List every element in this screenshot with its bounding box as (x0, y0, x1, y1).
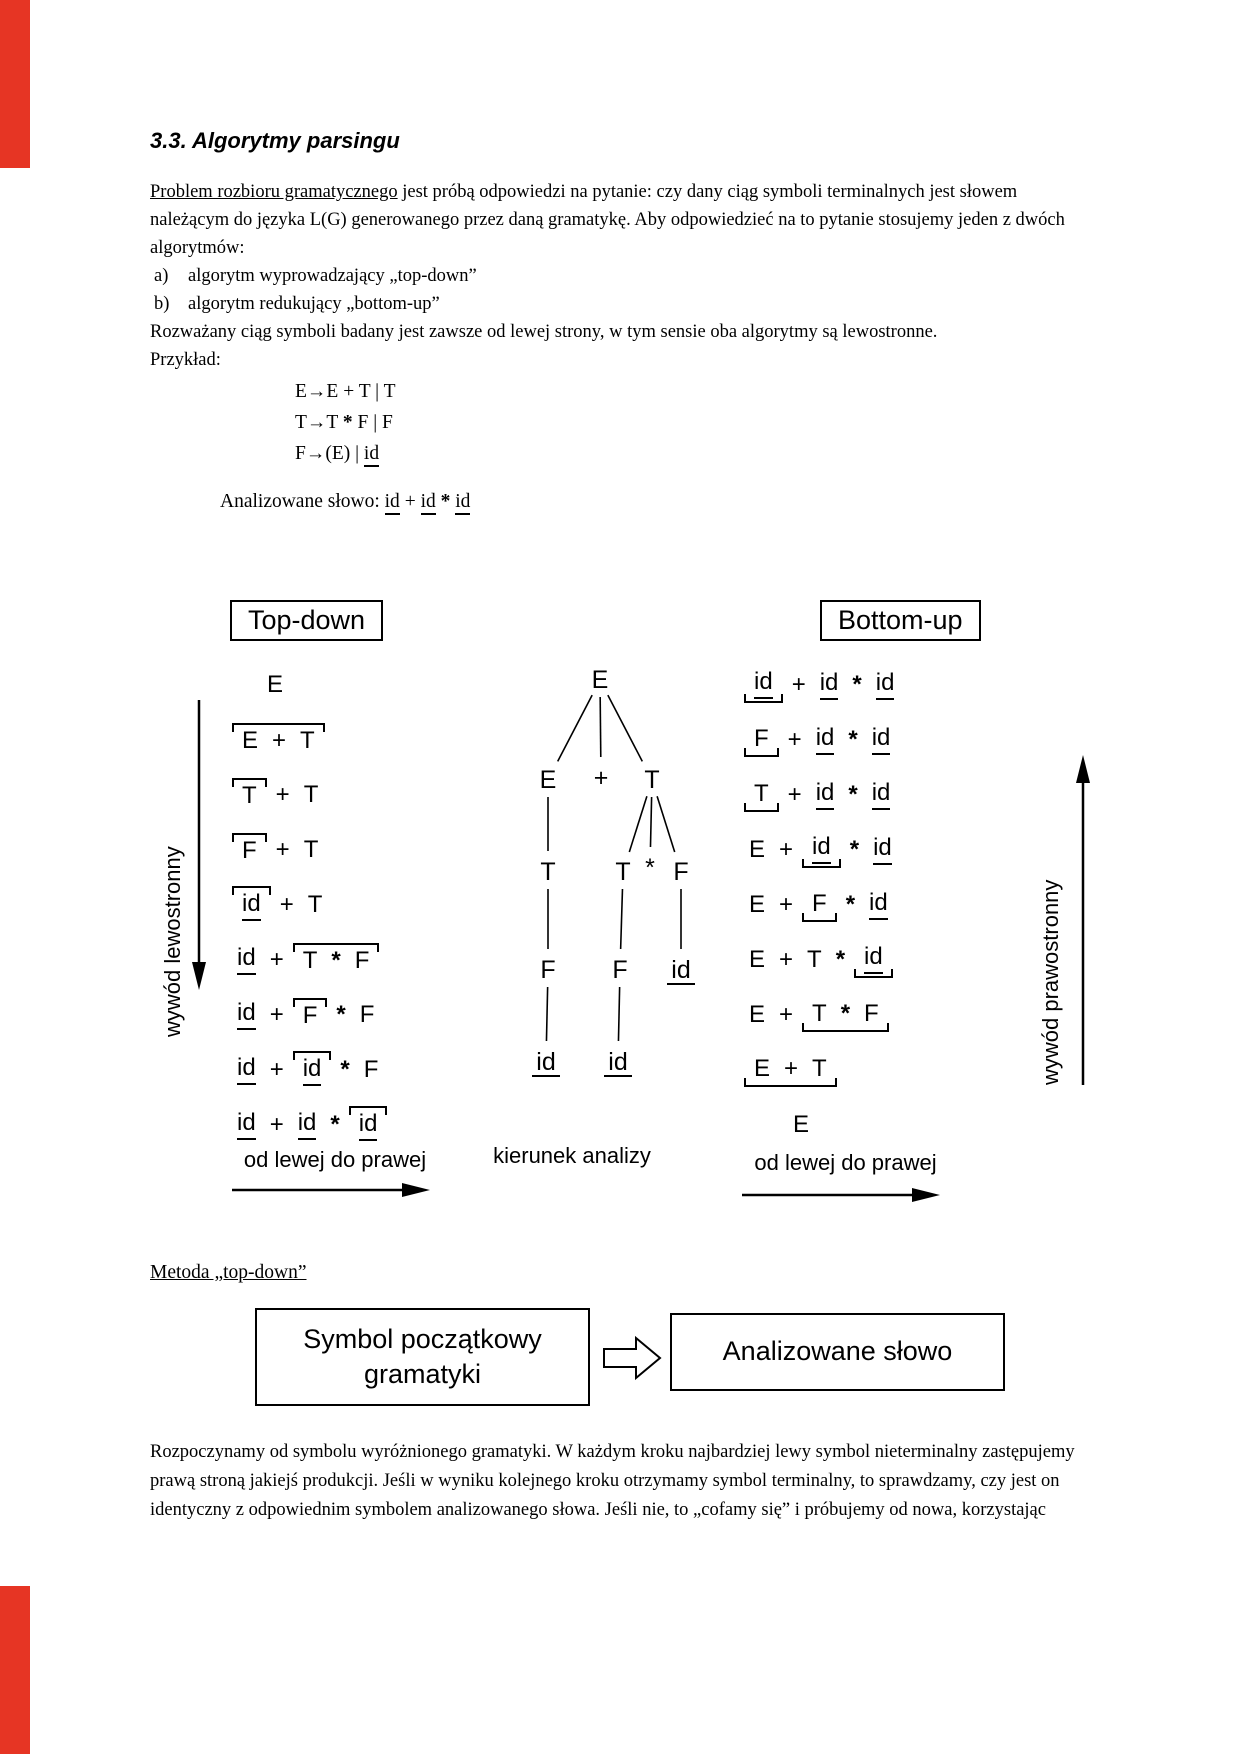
underlined-token: id (385, 491, 400, 515)
derivation-token: id (242, 890, 261, 921)
derivation-token: + (272, 726, 287, 754)
replacement-bracket (802, 888, 837, 922)
derivation-token: + (269, 1055, 284, 1083)
underlined-term: Problem rozbioru gramatycznego (150, 182, 398, 202)
grammar-production (295, 376, 1098, 407)
red-watermark-bottom-bar (0, 1586, 30, 1754)
derivation-step (742, 767, 901, 822)
derivation-token: * (331, 946, 341, 974)
derivation-token: T (300, 726, 315, 754)
derivation-token: id (303, 1055, 322, 1086)
derivation-token: + (791, 670, 806, 698)
derivation-token: + (275, 835, 290, 863)
grammar-production (295, 438, 1098, 469)
derivation-token: + (779, 835, 794, 863)
text-run: E→E + T | T (295, 381, 396, 402)
top-down-derivation (230, 657, 389, 1152)
derivation-token: id (869, 889, 888, 920)
derivation-token: id (873, 834, 892, 865)
derivation-step (742, 657, 901, 712)
derivation-token: id (298, 1109, 317, 1140)
replacement-bracket (744, 1053, 837, 1087)
list-item-b (150, 290, 1098, 318)
svg-text:id: id (671, 956, 691, 984)
list-marker-a: a) (154, 266, 169, 286)
text-content (150, 128, 1098, 513)
derivation-token: F (359, 1000, 375, 1028)
derivation-token: id (864, 943, 883, 974)
text-run: * (342, 412, 353, 433)
derivation-token: + (779, 945, 794, 973)
svg-text:+: + (593, 764, 609, 792)
derivation-token: T (307, 890, 323, 918)
derivation-token: + (275, 780, 290, 808)
derivation-token: * (835, 945, 846, 973)
derivation-token: * (848, 780, 858, 808)
svg-text:E: E (591, 666, 609, 694)
derivation-token: F (242, 836, 257, 864)
svg-text:T: T (615, 858, 631, 886)
svg-text:id: id (608, 1048, 628, 1076)
derivation-token: + (779, 1000, 794, 1028)
derivation-token: + (279, 890, 294, 918)
derivation-token: F (363, 1055, 379, 1083)
derivation-step (230, 1042, 389, 1097)
example-label: Przykład: (150, 350, 221, 370)
derivation-token: + (787, 725, 802, 753)
intro-paragraph (150, 178, 1098, 262)
text-run: + (399, 491, 421, 512)
derivation-token: * (330, 1110, 340, 1138)
block-arrow-icon (602, 1334, 664, 1382)
derivation-token: F (754, 724, 769, 752)
text-run: T→T (295, 412, 343, 433)
derivation-token: id (237, 1054, 256, 1085)
bottom-up-label: Bottom-up (838, 605, 963, 635)
derivation-token: + (787, 780, 802, 808)
top-down-label: Top-down (248, 605, 366, 635)
replacement-bracket (293, 1051, 332, 1088)
replacement-bracket (293, 998, 328, 1032)
derivation-step (786, 1097, 901, 1152)
derivation-token: + (784, 1054, 799, 1082)
derivation-token: + (779, 890, 794, 918)
derivation-token: * (845, 890, 856, 918)
derivation-token: id (754, 668, 773, 699)
derivation-token: F (864, 999, 879, 1027)
start-symbol-label: Symbol początkowy gramatyki (303, 1323, 542, 1389)
derivation-token: id (237, 944, 256, 975)
derivation-token: id (816, 724, 835, 755)
derivation-step (742, 987, 901, 1042)
derivation-token: id (359, 1110, 378, 1141)
closing-paragraph: Rozpoczynamy od symbolu wyróżnionego gramatyki. W każdym kroku najbardziej lewy symbol nieterminalny zastępujemy prawą stroną jakiejś produkcji. Jeśli w wyniku kolejnego kroku otrzymamy symbol terminalny, to sprawdzamy, czy jest on identyczny z odpowiednim symbolem analizowanego słowa. Jeśli nie, to „cofamy się” i próbujemy od nowa, korzystając (150, 1442, 1075, 1520)
method-diagram (150, 1308, 1100, 1443)
down-arrow-icon (190, 700, 208, 990)
derivation-token: E (242, 726, 259, 754)
svg-text:F: F (540, 956, 556, 984)
list-item-a (150, 262, 1098, 290)
svg-text:F: F (612, 956, 628, 984)
underlined-token: id (421, 491, 436, 515)
derivation-token: F (302, 1001, 318, 1029)
replacement-bracket (232, 723, 325, 757)
list-text-b: algorytm redukujący „bottom-up” (188, 294, 440, 314)
derivation-token: id (237, 1109, 256, 1140)
derivation-token: T (303, 835, 319, 863)
derivation-token: E (749, 1000, 766, 1028)
bottom-up-label-box (820, 600, 981, 641)
text-run: Analizowane słowo: (220, 491, 385, 512)
derivation-step (230, 822, 389, 877)
method-heading: Metoda „top-down” (150, 1262, 307, 1283)
bottom-up-derivation (742, 657, 901, 1152)
derivation-step (230, 767, 389, 822)
derivation-token: * (848, 725, 858, 753)
replacement-bracket (293, 943, 380, 977)
derivation-token: T (812, 999, 827, 1027)
svg-text:T: T (644, 766, 660, 794)
derivation-step (230, 987, 389, 1042)
derivation-token: * (852, 670, 862, 698)
derivation-step (230, 712, 389, 767)
derivation-token: * (840, 999, 851, 1027)
parsing-figure (130, 595, 1120, 1220)
derivation-token: T (302, 946, 318, 974)
derivation-token: E (749, 890, 766, 918)
derivation-token: T (807, 945, 822, 973)
replacement-bracket (349, 1106, 388, 1143)
analyzed-word-label: Analizowane słowo (722, 1336, 953, 1367)
derivation-token: T (812, 1054, 827, 1082)
derivation-token: id (872, 779, 891, 810)
text-run: F→(E) | (295, 443, 364, 464)
replacement-bracket (232, 833, 267, 867)
derivation-token: E (749, 945, 766, 973)
list-text-a: algorytm wyprowadzający „top-down” (188, 266, 477, 286)
text-run: * (440, 491, 451, 512)
derivation-token: * (340, 1055, 350, 1083)
derivation-token: id (876, 669, 895, 700)
start-symbol-box (255, 1308, 590, 1406)
right-direction-label: od lewej do prawej (754, 1150, 937, 1175)
derivation-step (742, 1042, 901, 1097)
underlined-token: id (455, 491, 470, 515)
svg-text:*: * (645, 854, 655, 882)
grammar-production (295, 407, 1098, 438)
up-arrow-icon (1074, 753, 1092, 1085)
right-right-arrow-icon (742, 1185, 942, 1205)
para-lewostronne: Rozważany ciąg symboli badany jest zawsze od lewej strony, w tym sensie oba algorytmy są lewostronne. (150, 322, 938, 342)
svg-text:E: E (539, 766, 557, 794)
derivation-token: id (237, 999, 256, 1030)
left-direction-label: od lewej do prawej (243, 1147, 427, 1172)
derivation-token: E (754, 1054, 771, 1082)
left-right-arrow-icon (232, 1180, 432, 1200)
replacement-bracket (802, 998, 889, 1032)
algorithm-list (150, 262, 1098, 318)
right-axis-label: wywód prawostronny (1038, 879, 1063, 1085)
derivation-step (260, 657, 389, 712)
derivation-token: * (849, 835, 860, 863)
derivation-token: T (754, 779, 769, 807)
derivation-step (230, 1097, 389, 1152)
list-marker-b: b) (154, 294, 170, 314)
text-run: F | F (352, 412, 393, 433)
derivation-token: E (749, 835, 766, 863)
derivation-token: id (872, 724, 891, 755)
derivation-token: id (816, 779, 835, 810)
derivation-step (742, 877, 901, 932)
top-down-label-box (230, 600, 383, 641)
analyzed-word-line (220, 491, 1098, 513)
derivation-step (742, 712, 901, 767)
derivation-token: id (812, 833, 831, 864)
analysis-direction-label: kierunek analizy (493, 1143, 651, 1168)
derivation-token: T (303, 780, 319, 808)
intro-text: jest próbą odpowiedzi na pytanie: czy dany ciąg symboli terminalnych jest słowem należącym do języka L(G) generowanego przez daną gramatykę. Aby odpowiedzieć na to pytanie stosujemy jeden z dwóch algorytmów: (150, 182, 1065, 258)
replacement-bracket (744, 778, 779, 812)
derivation-token: + (269, 945, 284, 973)
derivation-token: + (269, 1000, 284, 1028)
derivation-token: T (242, 781, 257, 809)
replacement-bracket (232, 886, 271, 923)
svg-text:id: id (536, 1048, 556, 1076)
derivation-token: F (812, 889, 827, 917)
svg-text:T: T (540, 858, 556, 886)
derivation-token: E (793, 1110, 810, 1138)
svg-text:F: F (673, 858, 689, 886)
section-heading: 3.3. Algorytmy parsingu (150, 128, 400, 153)
underlined-token: id (364, 443, 379, 467)
method-section (150, 1262, 1100, 1443)
replacement-bracket (802, 831, 841, 868)
derivation-token: * (336, 1000, 346, 1028)
replacement-bracket (744, 723, 779, 757)
derivation-step (230, 877, 389, 932)
grammar-productions (295, 376, 1098, 469)
derivation-step (742, 822, 901, 877)
replacement-bracket (232, 778, 267, 812)
derivation-step (742, 932, 901, 987)
derivation-token: + (269, 1110, 284, 1138)
derivation-token: E (267, 670, 284, 698)
derivation-step (230, 932, 389, 987)
red-watermark-top-bar (0, 0, 30, 168)
analyzed-word-box (670, 1313, 1005, 1391)
replacement-bracket (744, 666, 783, 703)
derivation-token: id (820, 669, 839, 700)
derivation-token: F (354, 946, 370, 974)
left-axis-label: wywód lewostronny (160, 846, 185, 1037)
replacement-bracket (854, 941, 893, 978)
